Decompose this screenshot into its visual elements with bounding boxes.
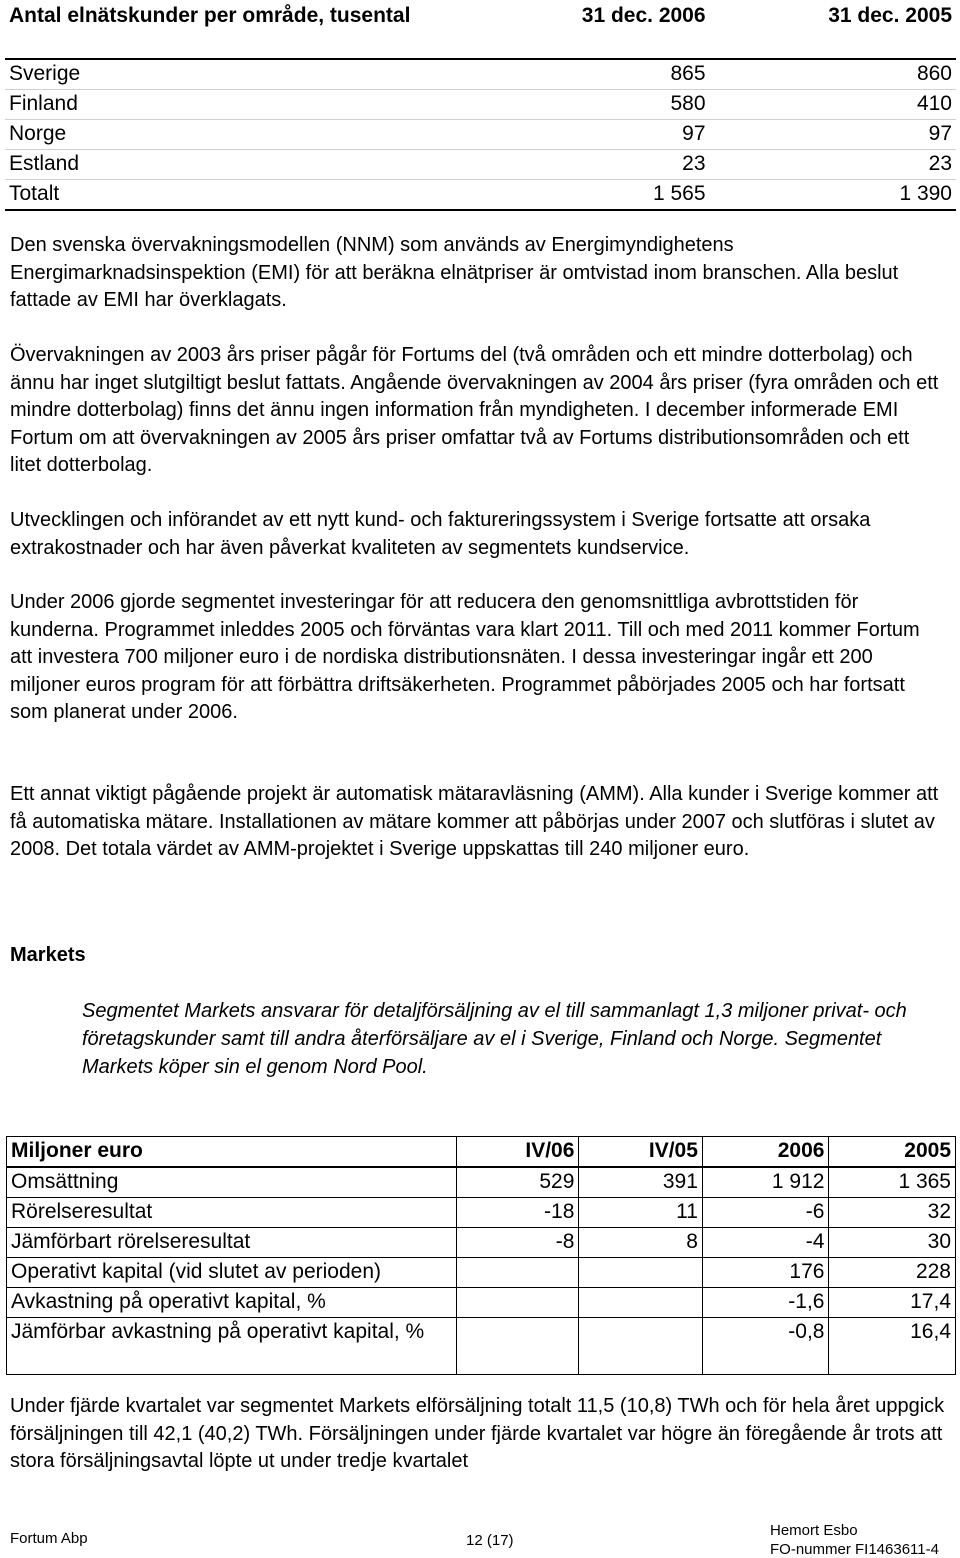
row-label: Operativt kapital (vid slutet av perioden) <box>7 1258 457 1288</box>
table-header-cell: Antal elnätskunder per område, tusental <box>5 2 485 59</box>
table-row <box>5 150 956 180</box>
value-cell: -0,8 <box>702 1318 829 1375</box>
value-cell: 23 <box>485 150 709 180</box>
footer-company: Fortum Abp <box>10 1530 88 1547</box>
table-row <box>5 90 956 120</box>
table-row <box>7 1228 956 1258</box>
table-row <box>7 1167 956 1198</box>
value-cell: 860 <box>710 59 956 90</box>
value-cell: 176 <box>702 1258 829 1288</box>
value-cell <box>579 1318 703 1375</box>
table-row <box>5 120 956 150</box>
value-cell: -18 <box>456 1198 579 1228</box>
value-cell: 97 <box>710 120 956 150</box>
value-cell: 16,4 <box>829 1318 956 1375</box>
table-header-cell: Miljoner euro <box>7 1137 457 1168</box>
table-row <box>7 1198 956 1228</box>
value-cell: 228 <box>829 1258 956 1288</box>
value-cell: -4 <box>702 1228 829 1258</box>
value-cell: 865 <box>485 59 709 90</box>
table-header-cell: IV/05 <box>579 1137 703 1168</box>
value-cell: 11 <box>579 1198 703 1228</box>
row-label: Estland <box>5 150 485 180</box>
value-cell: 17,4 <box>829 1288 956 1318</box>
paragraph-amm: Ett annat viktigt pågående projekt är automatisk mätaravläsning (AMM). Alla kunder i Sverige kommer att få automatiska mätare. Installationen av mätare kommer att påbörjas under 2007 och slutföras i slutet av 2008. Det totala värdet av AMM-projektet i Sverige uppskattas till 240 miljoner euro. <box>10 783 939 860</box>
table-row <box>5 180 956 211</box>
table-row <box>7 1288 956 1318</box>
value-cell: 391 <box>579 1167 703 1198</box>
value-cell: 1 912 <box>702 1167 829 1198</box>
value-cell: 30 <box>829 1228 956 1258</box>
markets-table <box>6 1136 956 1375</box>
row-label: Totalt <box>5 180 485 211</box>
value-cell: -1,6 <box>702 1288 829 1318</box>
table-header-row <box>7 1137 956 1168</box>
footer-page-number: 12 (17) <box>466 1532 514 1549</box>
section-heading-markets: Markets <box>10 944 86 966</box>
row-label: Jämförbar avkastning på operativt kapital, % <box>7 1318 457 1375</box>
value-cell: 1 565 <box>485 180 709 211</box>
customers-table <box>5 2 956 211</box>
footer-city: Hemort Esbo <box>770 1522 858 1539</box>
table-header-cell: 2005 <box>829 1137 956 1168</box>
value-cell: -6 <box>702 1198 829 1228</box>
value-cell: 8 <box>579 1228 703 1258</box>
row-label: Jämförbart rörelseresultat <box>7 1228 457 1258</box>
value-cell <box>579 1288 703 1318</box>
paragraph-investments: Under 2006 gjorde segmentet investeringar för att reducera den genomsnittliga avbrottstiden för kunderna. Programmet inleddes 2005 och förväntas vara klart 2011. Till och med 2011 kommer Fortum att investera 700 miljoner euro i de nordiska distributionsnäten. I dessa investeringar ingår ett 200 miljoner euros program för att förbättra driftsäkerheten. Programmet påbörjades 2005 och har fortsatt som planerat under 2006. <box>10 591 920 723</box>
row-label: Omsättning <box>7 1167 457 1198</box>
paragraph-nnm: Den svenska övervakningsmodellen (NNM) som används av Energimyndighetens Energimarknadsinspektion (EMI) för att beräkna elnätpriser är omtvistad inom branschen. Alla beslut fattade av EMI har överklagats. <box>10 234 899 311</box>
table-header-cell: 31 dec. 2005 <box>710 2 956 59</box>
value-cell: 529 <box>456 1167 579 1198</box>
table-header-cell: 31 dec. 2006 <box>485 2 709 59</box>
row-label: Sverige <box>5 59 485 90</box>
paragraph-sales: Under fjärde kvartalet var segmentet Markets elförsäljning totalt 11,5 (10,8) TWh och för hela året uppgick försäljningen till 42,1 (40,2) TWh. Försäljningen under fjärde kvartalet var högre än föregående år trots att stora försäljningsavtal löpte ut under tredje kvartalet <box>10 1395 945 1472</box>
table-header-row <box>5 2 956 59</box>
value-cell <box>456 1318 579 1375</box>
value-cell: 23 <box>710 150 956 180</box>
paragraph-monitoring: Övervakningen av 2003 års priser pågår för Fortums del (två områden och ett mindre dotterbolag) och ännu har inget slutgiltigt beslut fattats. Angående övervakningen av 2004 års priser (fyra områden och ett mindre dotterbolag) finns det ännu ingen information från myndigheten. I december informerade EMI Fortum om att övervakningen av 2005 års priser omfattar två av Fortums distributionsområden och ett litet dotterbolag. <box>10 344 939 476</box>
table-header-cell: IV/06 <box>456 1137 579 1168</box>
value-cell <box>456 1258 579 1288</box>
value-cell <box>456 1288 579 1318</box>
markets-intro: Segmentet Markets ansvarar för detaljförsäljning av el till sammanlagt 1,3 miljoner privat- och företagskunder samt till andra återförsäljare av el i Sverige, Finland och Norge. Segmentet Markets köper sin el genom Nord Pool. <box>82 1000 907 1078</box>
value-cell: 1 365 <box>829 1167 956 1198</box>
table-row <box>5 59 956 90</box>
value-cell: -8 <box>456 1228 579 1258</box>
value-cell: 580 <box>485 90 709 120</box>
row-label: Finland <box>5 90 485 120</box>
footer-registration: FO-nummer FI1463611-4 <box>770 1541 939 1558</box>
paragraph-billing-system: Utvecklingen och införandet av ett nytt kund- och faktureringssystem i Sverige fortsatte att orsaka extrakostnader och har även påverkat kvaliteten av segmentets kundservice. <box>10 509 871 559</box>
table-row <box>7 1318 956 1375</box>
table-row <box>7 1258 956 1288</box>
row-label: Avkastning på operativt kapital, % <box>7 1288 457 1318</box>
value-cell: 97 <box>485 120 709 150</box>
value-cell: 410 <box>710 90 956 120</box>
value-cell <box>579 1258 703 1288</box>
row-label: Rörelseresultat <box>7 1198 457 1228</box>
value-cell: 32 <box>829 1198 956 1228</box>
value-cell: 1 390 <box>710 180 956 211</box>
row-label: Norge <box>5 120 485 150</box>
table-header-cell: 2006 <box>702 1137 829 1168</box>
